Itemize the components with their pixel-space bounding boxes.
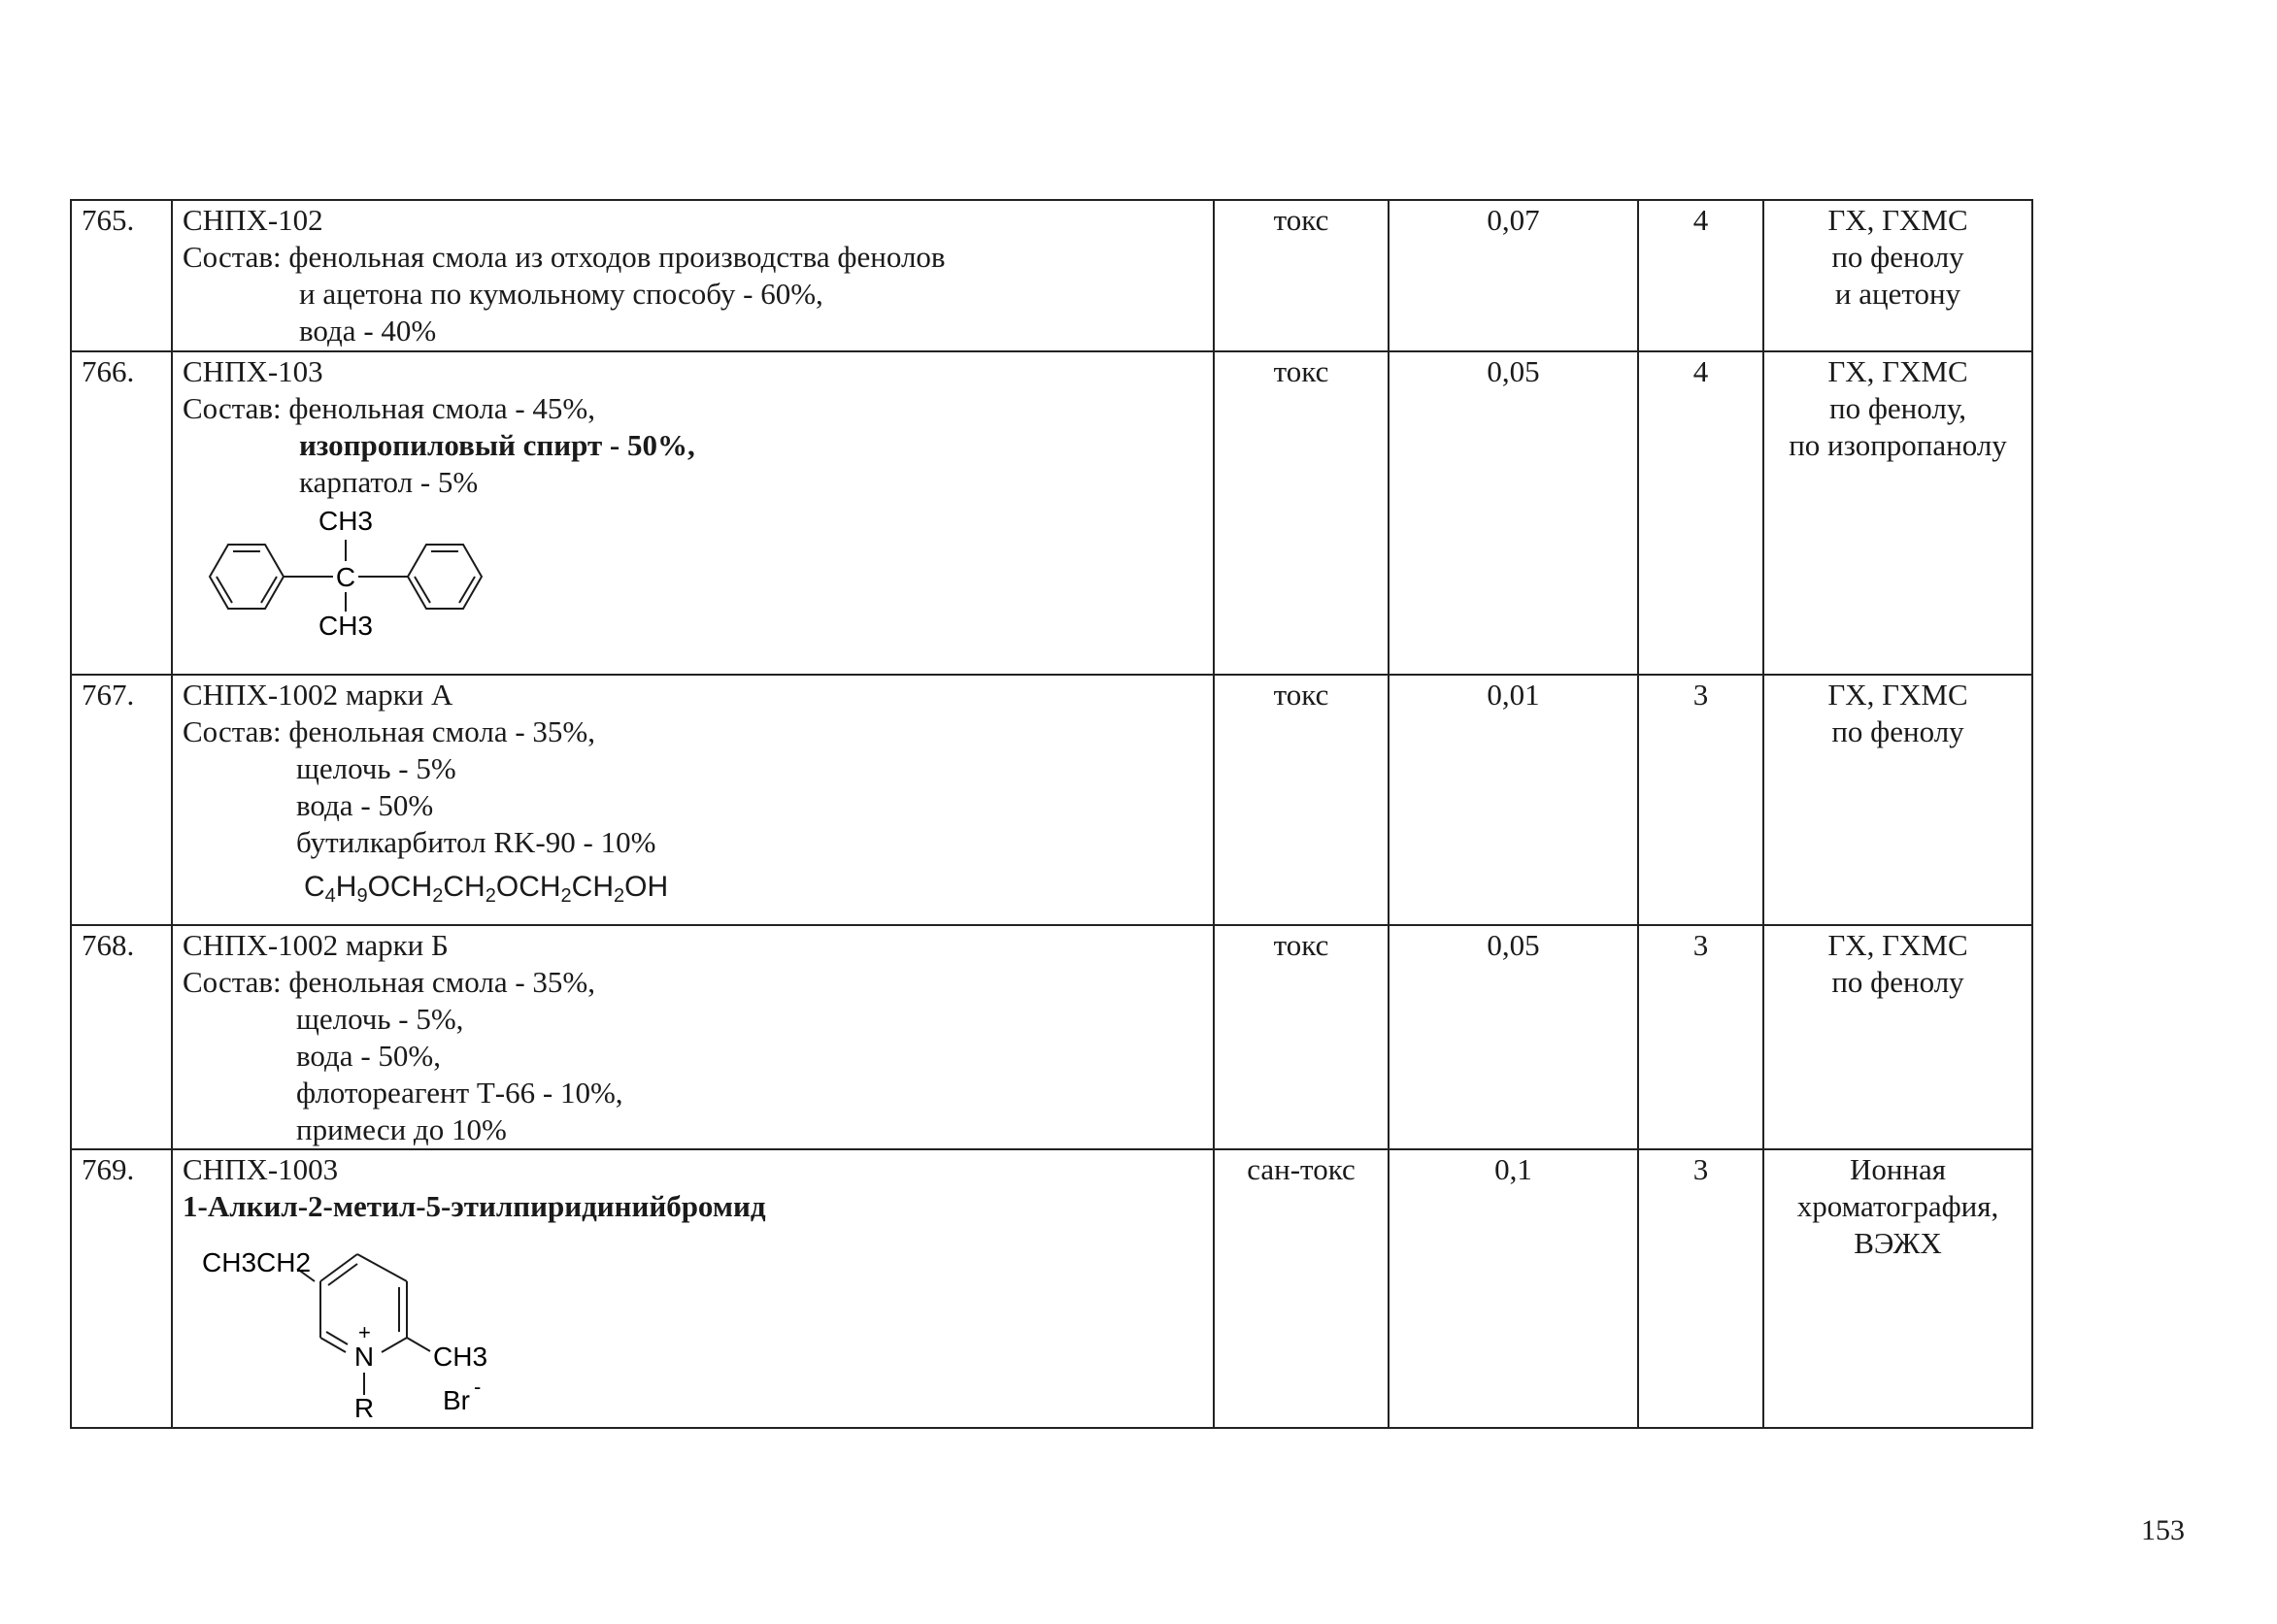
composition-line: Состав: фенольная смола - 45%, [183, 391, 595, 425]
composition-line: примеси до 10% [296, 1112, 507, 1146]
composition-line: карпатол - 5% [299, 465, 479, 499]
formula-part: OCH [367, 871, 433, 903]
formula-part: CH [443, 871, 486, 903]
hazard-indicator: токс [1214, 925, 1389, 1149]
method-line: Ионная [1849, 1152, 1947, 1186]
charge-label: + [358, 1320, 371, 1344]
method-line: ГХ, ГХМС [1827, 928, 1968, 962]
hazard-indicator: токс [1214, 351, 1389, 675]
formula-subscript: 2 [432, 885, 444, 907]
limit-value: 0,05 [1389, 351, 1638, 675]
row-number: 767. [71, 675, 172, 925]
formula-subscript: 4 [324, 885, 336, 907]
row-number: 769. [71, 1149, 172, 1428]
nitrogen-label: N [353, 1342, 375, 1372]
pyridinium-structure [183, 1225, 571, 1419]
formula-subscript: 2 [485, 885, 496, 907]
limit-value: 0,01 [1389, 675, 1638, 925]
hazard-class: 4 [1638, 200, 1763, 351]
substance-name: СНПХ-1002 марки А [183, 678, 453, 712]
analysis-method [1763, 675, 2032, 925]
substance-name: СНПХ-103 [183, 354, 323, 388]
formula-part: C [304, 871, 325, 903]
substances-table [70, 199, 2033, 1429]
analysis-method [1763, 200, 2032, 351]
substance-cell [172, 675, 1214, 925]
method-line: по фенолу [1831, 714, 1964, 748]
substance-cell [172, 1149, 1214, 1428]
formula-part: H [335, 871, 357, 903]
hazard-class: 4 [1638, 351, 1763, 675]
ethyl-label: CH3CH2 [202, 1247, 312, 1277]
method-line: ГХ, ГХМС [1827, 354, 1968, 388]
hazard-indicator: токс [1214, 200, 1389, 351]
row-number: 766. [71, 351, 172, 675]
hazard-indicator: сан-токс [1214, 1149, 1389, 1428]
analysis-method [1763, 351, 2032, 675]
table-row [71, 351, 2032, 675]
limit-value: 0,07 [1389, 200, 1638, 351]
composition-line: вода - 50% [296, 788, 434, 822]
method-line: по фенолу [1831, 240, 1964, 274]
table-row [71, 200, 2032, 351]
table-row [71, 925, 2032, 1149]
chemical-formula [183, 869, 1203, 906]
substance-cell [172, 925, 1214, 1149]
method-line: по фенолу [1831, 965, 1964, 999]
analysis-method [1763, 1149, 2032, 1428]
formula-part: OH [624, 871, 669, 903]
methyl-label: CH3 [318, 611, 374, 637]
bromide-label: Br [443, 1385, 470, 1415]
page-number: 153 [2141, 1514, 2185, 1546]
row-number: 768. [71, 925, 172, 1149]
hazard-class: 3 [1638, 675, 1763, 925]
composition-line: флотореагент Т-66 - 10%, [296, 1076, 623, 1110]
formula-part: CH [571, 871, 614, 903]
composition-line: Состав: фенольная смола - 35%, [183, 965, 595, 999]
table-row [71, 1149, 2032, 1428]
formula-subscript: 2 [560, 885, 572, 907]
method-line: ВЭЖХ [1854, 1226, 1942, 1260]
alkyl-r-label: R [353, 1393, 375, 1419]
formula-subscript: 9 [356, 885, 368, 907]
table-row [71, 675, 2032, 925]
limit-value: 0,05 [1389, 925, 1638, 1149]
formula-part: OCH [495, 871, 561, 903]
composition-line: бутилкарбитол RK-90 - 10% [296, 825, 656, 859]
method-line: ГХ, ГХМС [1827, 678, 1968, 712]
carbon-label: C [335, 562, 356, 592]
formula-subscript: 2 [614, 885, 625, 907]
carpatol-structure [183, 501, 513, 637]
method-line: и ацетону [1834, 277, 1961, 311]
method-line: по изопропанолу [1789, 428, 2007, 462]
substance-name: СНПХ-1002 марки Б [183, 928, 449, 962]
hazard-class: 3 [1638, 1149, 1763, 1428]
composition-line: вода - 40% [299, 314, 437, 348]
composition-line: и ацетона по кумольному способу - 60%, [299, 277, 823, 311]
hazard-class: 3 [1638, 925, 1763, 1149]
composition-line: изопропиловый спирт - 50%, [299, 428, 695, 462]
composition-line: Состав: фенольная смола - 35%, [183, 714, 595, 748]
methyl-label: CH3 [318, 506, 374, 536]
composition-line: вода - 50%, [296, 1039, 441, 1073]
anion-charge-label: - [474, 1375, 482, 1399]
limit-value: 0,1 [1389, 1149, 1638, 1428]
composition-line: щелочь - 5% [296, 751, 456, 785]
substance-cell [172, 351, 1214, 675]
method-line: по фенолу, [1829, 391, 1966, 425]
row-number: 765. [71, 200, 172, 351]
method-line: хроматография, [1796, 1189, 1999, 1223]
substance-name: СНПХ-102 [183, 203, 323, 237]
analysis-method [1763, 925, 2032, 1149]
composition-line: щелочь - 5%, [296, 1002, 464, 1036]
substance-name: СНПХ-1003 [183, 1152, 339, 1186]
method-line: ГХ, ГХМС [1827, 203, 1968, 237]
composition-line: Состав: фенольная смола из отходов производства фенолов [183, 240, 946, 274]
methyl-label: CH3 [433, 1342, 488, 1372]
hazard-indicator: токс [1214, 675, 1389, 925]
substance-cell [172, 200, 1214, 351]
substance-subtitle: 1-Алкил-2-метил-5-этилпиридинийбромид [183, 1189, 766, 1223]
